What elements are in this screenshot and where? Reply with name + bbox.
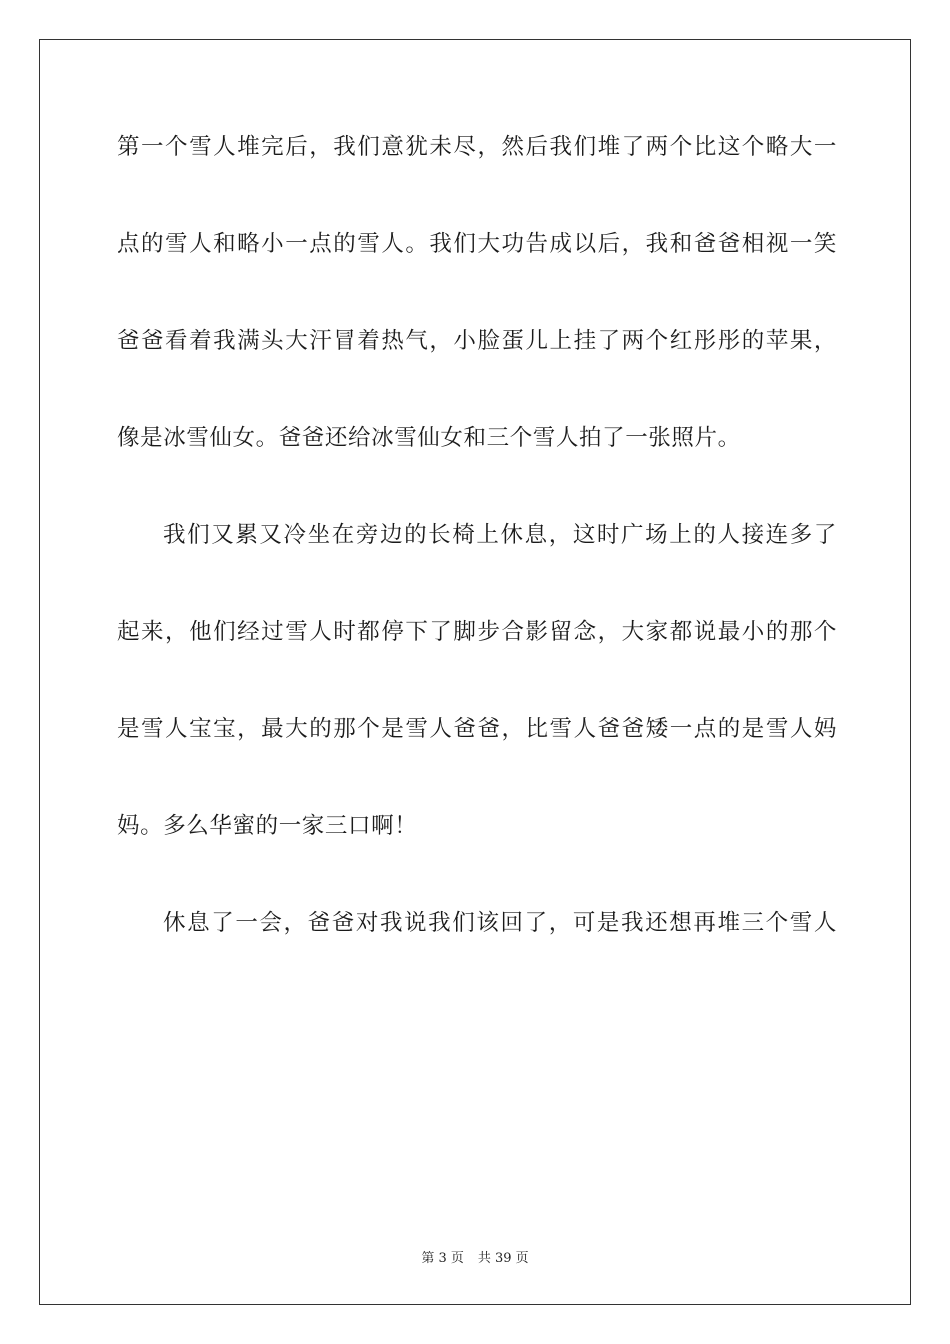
text-line: 起来，他们经过雪人时都停下了脚步合影留念，大家都说最小的那个 [117, 619, 837, 645]
text-line: 像是冰雪仙女。爸爸还给冰雪仙女和三个雪人拍了一张照片。 [117, 425, 741, 451]
document-body [117, 122, 837, 995]
page-footer [0, 1247, 950, 1266]
text-line: 是雪人宝宝，最大的那个是雪人爸爸，比雪人爸爸矮一点的是雪人妈 [117, 716, 837, 742]
text-line: 妈。多么华蜜的一家三口啊！ [117, 813, 418, 839]
page-total: 共 39 页 [477, 1251, 529, 1266]
text-line: 我们又累又冷坐在旁边的长椅上休息，这时广场上的人接连多了 [163, 522, 837, 548]
page-number: 第 3 页 [421, 1251, 464, 1266]
text-line: 休息了一会，爸爸对我说我们该回了，可是我还想再堆三个雪人 [163, 910, 837, 936]
text-line: 第一个雪人堆完后，我们意犹未尽，然后我们堆了两个比这个略大一 [117, 134, 837, 160]
text-line: 点的雪人和略小一点的雪人。我们大功告成以后，我和爸爸相视一笑 [117, 231, 837, 257]
text-line: 爸爸看着我满头大汗冒着热气，小脸蛋儿上挂了两个红彤彤的苹果， [117, 328, 837, 354]
